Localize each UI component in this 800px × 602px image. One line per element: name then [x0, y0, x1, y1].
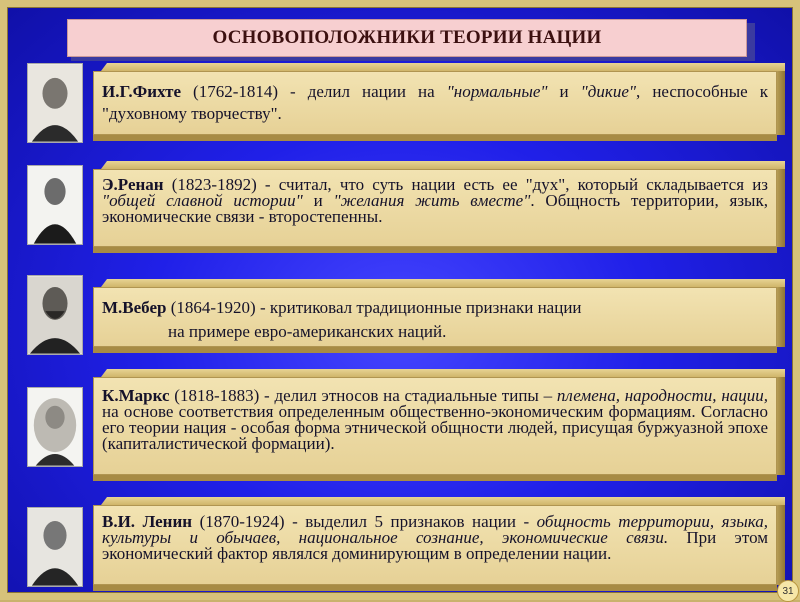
- card-text-part: , неспособные к "духовному творчеству".: [102, 82, 769, 123]
- card-italic-part: "дикие": [580, 82, 637, 101]
- card-italic-part: племена, народности, нации,: [556, 386, 768, 405]
- card-renan: [93, 161, 785, 253]
- card-text-part: - критиковал традиционные признаки нации: [255, 298, 582, 317]
- author-years: (1823-1892): [171, 175, 257, 194]
- card-italic-part: "общей славной истории": [102, 191, 303, 210]
- portrait-fichte: [27, 63, 83, 143]
- card-text-part: на примере евро-американских наций.: [168, 322, 447, 341]
- card-text-part: на основе соответствия определенным общественно-экономическим формациям. Согласно его теории нация - особая форма этнической общности людей, присущая буржуазной эпохе (капиталистической формации).: [102, 402, 768, 453]
- card-text-part: . Общность территории, язык, экономические связи - второстепенны.: [102, 191, 768, 226]
- card-lenin: [93, 497, 785, 591]
- card-text: [93, 169, 777, 247]
- author-name: Э.Ренан: [102, 175, 164, 194]
- card-text: [93, 71, 777, 135]
- page-number: 31: [777, 580, 799, 602]
- card-text-part: и: [302, 191, 334, 210]
- author-name: В.И. Ленин: [102, 512, 193, 531]
- author-name: И.Г.Фихте: [102, 82, 181, 101]
- card-italic-part: "нормальные": [446, 82, 548, 101]
- card-fichte: [93, 63, 785, 141]
- card-text: [93, 287, 777, 347]
- card-text-part: - выделил 5 признаков нации -: [284, 512, 537, 531]
- card-text-part: - делил нации на: [278, 82, 447, 101]
- card-text-part: При этом экономический фактор являлся доминирующим в определении нации.: [102, 528, 768, 563]
- card-marx: [93, 369, 785, 481]
- card-weber: [93, 279, 785, 353]
- card-italic-part: "желания жить вместе": [333, 191, 531, 210]
- author-years: (1762-1814): [193, 82, 279, 101]
- author-years: (1870-1924): [199, 512, 285, 531]
- author-name: К.Маркс: [102, 386, 170, 405]
- portrait-renan: [27, 165, 83, 245]
- portrait-marx: [27, 387, 83, 467]
- slide-title: ОСНОВОПОЛОЖНИКИ ТЕОРИИ НАЦИИ: [67, 19, 747, 57]
- card-text-part: - считал, что суть нации есть ее "дух", который складывается из: [256, 175, 769, 194]
- author-years: (1818-1883): [174, 386, 260, 405]
- card-text-part: и: [547, 82, 581, 101]
- card-italic-part: общность территории, языка, культуры и обычаев, национальное сознание, экономические связи.: [102, 512, 769, 547]
- portrait-lenin: [27, 507, 83, 587]
- card-text-part: - делил этносов на стадиальные типы –: [259, 386, 557, 405]
- author-years: (1864-1920): [170, 298, 256, 317]
- card-text: [93, 505, 777, 585]
- author-name: М.Вебер: [102, 298, 167, 317]
- card-text: [93, 377, 777, 475]
- portrait-weber: [27, 275, 83, 355]
